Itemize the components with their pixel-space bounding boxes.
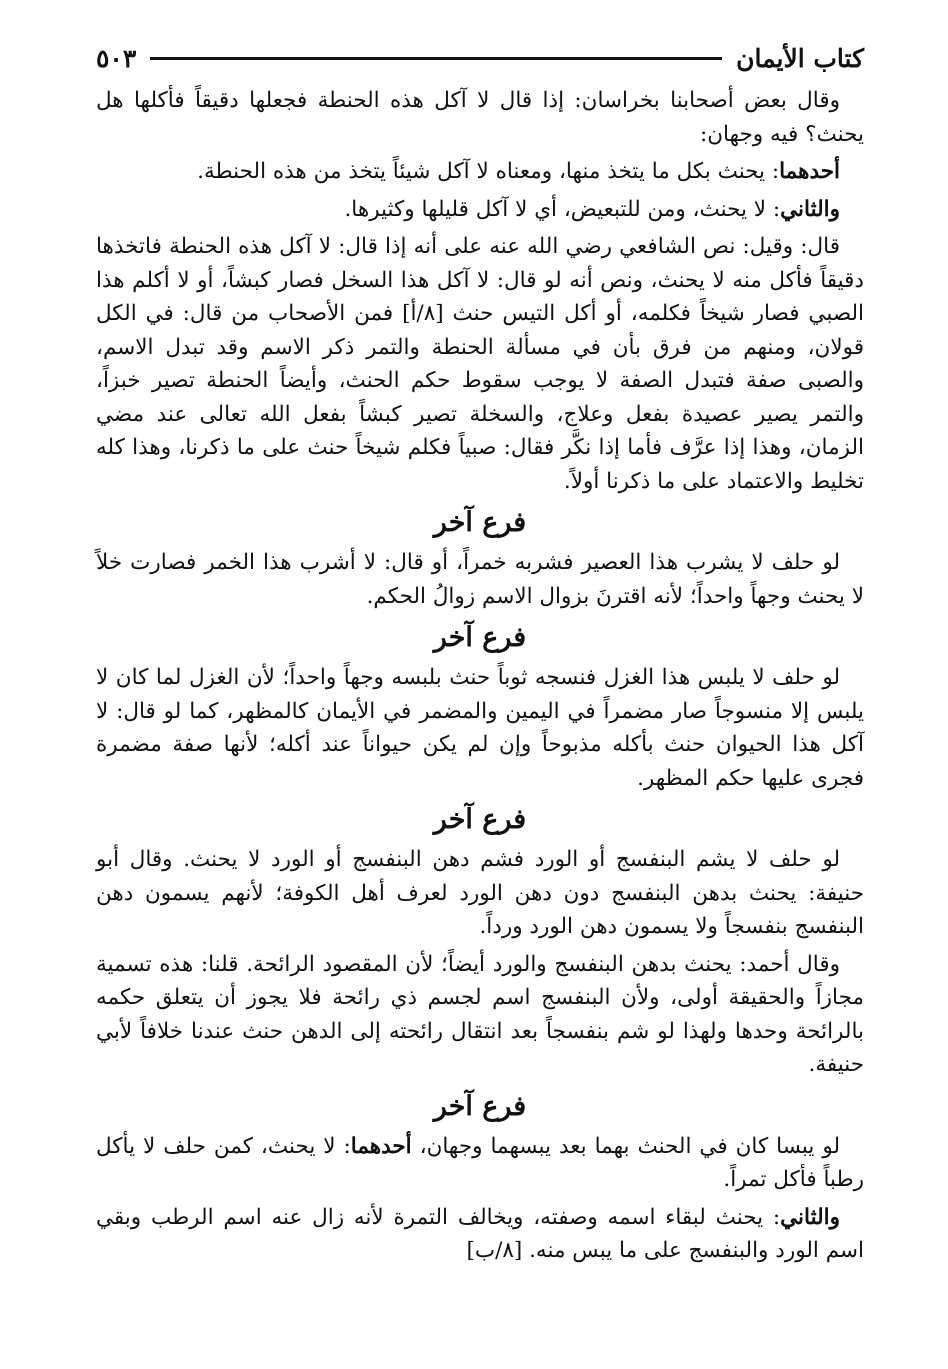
paragraph-text: : لا يحنث، ومن للتبعيض، أي لا آكل قليلها وكثيرها. [344, 196, 781, 222]
section-heading: فرع آخر [433, 804, 527, 835]
bold-term: أحدهما [779, 159, 840, 184]
page-number: ٥٠٣ [96, 43, 137, 73]
paragraph: لو حلف لا يشم البنفسج أو الورد فشم دهن البنفسج أو الورد لا يحنث. وقال أبو حنيفة: يحنث بدهن البنفسج دون دهن الورد لعرف أهل الكوفة؛ لأنهم يسمون دهن البنفسج بنفسجاً ولا يسمون دهن الورد ورداً. [96, 847, 864, 939]
paragraph-text: : يحنث لبقاء اسمه وصفته، ويخالف التمرة لأنه زال عنه اسم الرطب وبقي اسم الورد والبنفسج على ما يبس منه. [٨/ب] [96, 1204, 864, 1263]
paragraph-text: : لا يحنث، كمن حلف لا يأكل رطباً فأكل تمراً. [96, 1133, 864, 1192]
paragraph [96, 1130, 864, 1197]
page-body [96, 84, 864, 1272]
bold-term: والثاني [780, 1204, 840, 1230]
paragraph: قال: وقيل: نص الشافعي رضي الله عنه على أنه إذا قال: لا آكل هذه الحنطة فاتخذها دقيقاً فأكل منه لا يحنث، ونص أنه لو قال: لا آكل هذا السخل فصار كبشاً، أو لا أكلم هذا الصبي فصار شيخاً فكلمه، أو أكل التيس حنث [٨/أ] فمن الأصحاب من قال: في الكل قولان، ومنهم من فرق بأن في مسألة الحنطة والتمر ذكر الاسم وقد تبدل الاسم، والصبى صفة فتبدل الصفة لا يوجب سقوط حكم الحنث، وأيضاً الحنطة تصير خبزاً، والتمر يصير عصيدة بفعل وعلاج، والسخلة تصير كبشاً بفعل الله تعالى عند مضي الزمان، وهذا إذا عرَّف فأما إذا نكَّر فقال: صبياً فكلم شيخاً حنث على ما ذكرنا، وهذا كله تخليط والاعتماد على ما ذكرنا أولاً. [96, 234, 864, 494]
paragraph [96, 1201, 864, 1268]
section-heading: فرع آخر [433, 507, 527, 538]
bold-term: والثاني [780, 196, 840, 222]
section-heading: فرع آخر [433, 1090, 527, 1122]
paragraph-text: : يحنث بكل ما يتخذ منها، ومعناه لا آكل شيئاً يتخذ من هذه الحنطة. [197, 159, 780, 184]
paragraph [96, 193, 864, 227]
paragraph: لو حلف لا يشرب هذا العصير فشربه خمراً، أو قال: لا أشرب هذا الخمر فصارت خلاً لا يحنث وجهاً واحداً؛ لأنه اقترنَ بزوال الاسم زوالُ الحكم. [96, 550, 864, 609]
section-heading: فرع آخر [433, 622, 527, 653]
paragraph-text: لو يبسا كان في الحنث بهما بعد يبسهما وجهان، [411, 1133, 840, 1159]
paragraph: وقال بعض أصحابنا بخراسان: إذا قال لا آكل هذه الحنطة فجعلها دقيقاً فأكلها هل يحنث؟ فيه وجهان: [96, 88, 864, 147]
bold-term: أحدهما [350, 1133, 412, 1159]
paragraph: لو حلف لا يلبس هذا الغزل فنسجه ثوباً حنث بلبسه وجهاً واحداً؛ لأن الغزل لما كان لا يلبس إلا منسوجاً صار مضمراً في اليمين والمضمر في الأيمان كالمظهر، كما لو قال: لا آكل هذا الحيوان حنث بأكله مذبوحاً وإن لم يكن حيواناً عند أكله؛ لأنها صفة مضمرة فجرى عليها حكم المظهر. [96, 665, 864, 791]
page-header [96, 38, 864, 78]
paragraph [96, 155, 864, 189]
paragraph: وقال أحمد: يحنث بدهن البنفسج والورد أيضاً؛ لأن المقصود الرائحة. قلنا: هذه تسمية مجازاً والحقيقة أولى، ولأن البنفسج اسم لجسم ذي رائحة فلا يجوز أن يتعلق حكمه بالرائحة وحدها ولهذا لو شم بنفسجاً بعد انتقال رائحته إلى الدهن حنث عندنا خلافاً لأبي حنيفة. [96, 951, 864, 1077]
running-title: كتاب الأيمان [736, 43, 864, 73]
header-rule [150, 57, 722, 60]
